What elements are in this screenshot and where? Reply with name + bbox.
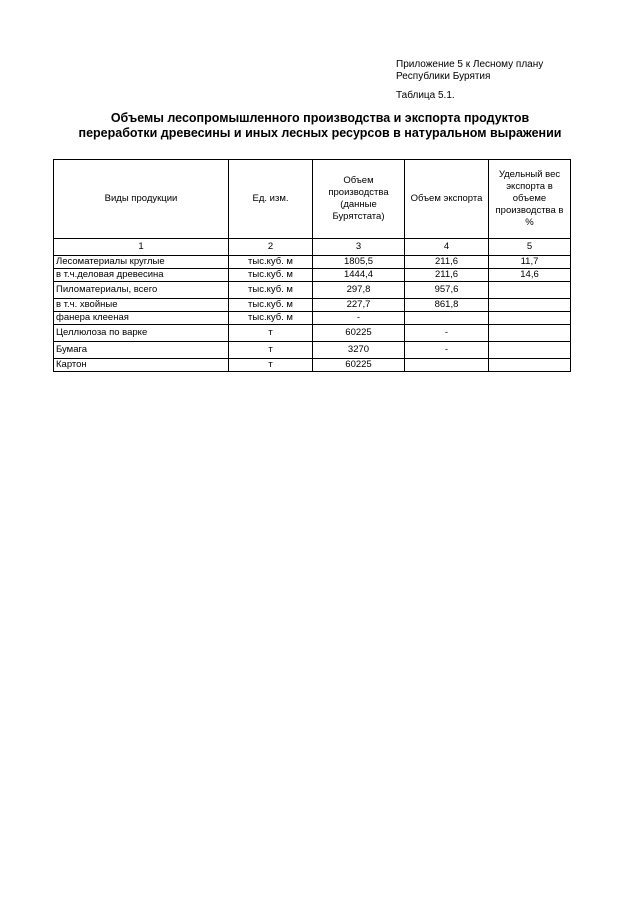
column-number: 3: [313, 239, 405, 256]
product-name-cell: фанера клееная: [54, 312, 229, 325]
header-production-volume: Объем производства (данные Бурятстата): [313, 160, 405, 239]
column-number: 1: [54, 239, 229, 256]
page-title: [40, 111, 600, 141]
product-name-cell: в т.ч. хвойные: [54, 299, 229, 312]
unit-cell: тыс.куб. м: [229, 256, 313, 269]
title-line-2: переработки древесины и иных лесных ресурсов в натуральном выражении: [78, 126, 562, 140]
export-cell: -: [405, 325, 489, 342]
export-cell: [405, 359, 489, 372]
export-cell: 211,6: [405, 256, 489, 269]
table-row: [54, 359, 571, 372]
appendix-line-2: Республики Бурятия: [396, 71, 491, 82]
production-cell: 227,7: [313, 299, 405, 312]
table-row: [54, 312, 571, 325]
export-cell: 957,6: [405, 282, 489, 299]
production-cell: 3270: [313, 342, 405, 359]
export-cell: 861,8: [405, 299, 489, 312]
title-line-1: Объемы лесопромышленного производства и экспорта продуктов: [110, 111, 530, 125]
share-cell: [489, 342, 571, 359]
table-row: [54, 256, 571, 269]
appendix-line-1: Приложение 5 к Лесному плану: [396, 59, 544, 70]
product-name-cell: Пиломатериалы, всего: [54, 282, 229, 299]
product-name-cell: Картон: [54, 359, 229, 372]
product-name-cell: в т.ч.деловая древесина: [54, 269, 229, 282]
table-row: [54, 269, 571, 282]
share-cell: [489, 299, 571, 312]
table-row: [54, 299, 571, 312]
column-number-row: [54, 239, 571, 256]
share-cell: 14,6: [489, 269, 571, 282]
production-export-table: [53, 159, 571, 372]
unit-cell: т: [229, 342, 313, 359]
header-export-volume: Объем экспорта: [405, 160, 489, 239]
table-number: Таблица 5.1.: [396, 90, 455, 101]
product-name-cell: Лесоматериалы круглые: [54, 256, 229, 269]
column-number: 4: [405, 239, 489, 256]
share-cell: 11,7: [489, 256, 571, 269]
share-cell: [489, 282, 571, 299]
unit-cell: тыс.куб. м: [229, 282, 313, 299]
production-cell: 1444,4: [313, 269, 405, 282]
unit-cell: т: [229, 359, 313, 372]
product-name-cell: Бумага: [54, 342, 229, 359]
unit-cell: т: [229, 325, 313, 342]
table-row: [54, 342, 571, 359]
header-product-type: Виды продукции: [54, 160, 229, 239]
production-cell: 60225: [313, 325, 405, 342]
export-cell: [405, 312, 489, 325]
unit-cell: тыс.куб. м: [229, 269, 313, 282]
column-number: 2: [229, 239, 313, 256]
share-cell: [489, 312, 571, 325]
appendix-note: [396, 59, 543, 83]
table-row: [54, 325, 571, 342]
export-cell: 211,6: [405, 269, 489, 282]
production-cell: 60225: [313, 359, 405, 372]
header-export-share: Удельный вес экспорта в объеме производства в %: [489, 160, 571, 239]
production-cell: 1805,5: [313, 256, 405, 269]
product-name-cell: Целлюлоза по варке: [54, 325, 229, 342]
table-row: [54, 282, 571, 299]
export-cell: -: [405, 342, 489, 359]
share-cell: [489, 359, 571, 372]
unit-cell: тыс.куб. м: [229, 312, 313, 325]
column-number: 5: [489, 239, 571, 256]
production-cell: -: [313, 312, 405, 325]
header-unit: Ед. изм.: [229, 160, 313, 239]
share-cell: [489, 325, 571, 342]
header-row: [54, 160, 571, 239]
unit-cell: тыс.куб. м: [229, 299, 313, 312]
production-cell: 297,8: [313, 282, 405, 299]
